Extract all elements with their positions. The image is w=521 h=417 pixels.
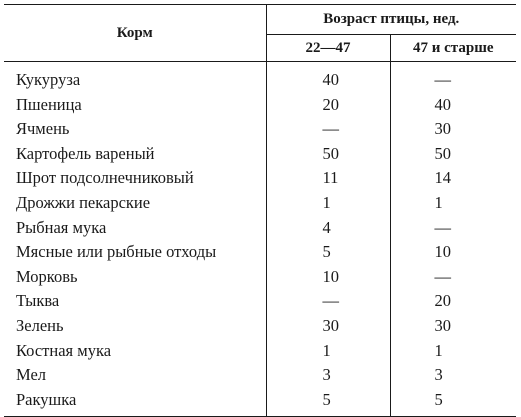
feed-name-cell: Морковь [4,265,266,290]
table-row [4,265,516,290]
table-row [4,191,516,216]
feed-table-container [4,4,516,417]
table-row [4,93,516,118]
feed-name-cell: Дрожжи пекарские [4,191,266,216]
value-cell-22-47: 20 [266,93,390,118]
value-cell-47-plus: 1 [434,340,443,360]
feed-ration-table [4,4,516,417]
value-cell-47-plus: 5 [390,388,516,417]
table-row [4,240,516,265]
table-row [4,216,516,241]
feed-name-cell: Ракушка [4,388,266,417]
value-cell-22-47: 30 [266,314,390,339]
value-cell-47-plus: 30 [434,315,451,335]
table-row [4,142,516,167]
value-cell-22-47: — [266,289,390,314]
value-cell-22-47: 3 [266,363,390,388]
table-row [4,339,516,364]
value-cell-47-plus: 3 [434,365,443,385]
value-cell-47-plus: 30 [434,119,451,139]
value-cell-47-plus: 40 [434,94,451,114]
value-cell-22-47: 50 [266,142,390,167]
table-row [4,388,516,417]
feed-name-cell: Пшеница [4,93,266,118]
value-cell-22-47: 5 [266,240,390,265]
feed-name-cell: Ячмень [4,117,266,142]
feed-name-cell: Шрот подсолнечниковый [4,166,266,191]
value-cell-22-47: 1 [266,339,390,364]
value-cell-22-47: 1 [266,191,390,216]
table-header [4,5,516,62]
value-cell-47-plus: 1 [434,193,443,213]
value-cell-47-plus: 14 [434,168,451,188]
feed-name-cell: Кукуруза [4,62,266,93]
feed-name-cell: Мясные или рыбные отходы [4,240,266,265]
feed-name-cell: Картофель вареный [4,142,266,167]
feed-name-cell: Мел [4,363,266,388]
value-cell-47-plus: 10 [434,242,451,262]
value-cell-47-plus: 20 [434,291,451,311]
feed-name-cell: Рыбная мука [4,216,266,241]
feed-column-header: Корм [4,5,266,62]
value-cell-22-47: 11 [266,166,390,191]
feed-name-cell: Костная мука [4,339,266,364]
value-cell-47-plus: 50 [434,143,451,163]
value-cell-47-plus: — [434,266,451,286]
value-cell-22-47: 4 [266,216,390,241]
value-cell-47-plus: — [434,217,451,237]
feed-name-cell: Тыква [4,289,266,314]
table-row [4,289,516,314]
value-cell-22-47: 5 [266,388,390,417]
table-body [4,62,516,417]
feed-name-cell: Зелень [4,314,266,339]
table-row [4,314,516,339]
age-column-header-47-plus: 47 и старше [390,35,516,62]
table-row [4,166,516,191]
age-group-header: Возраст птицы, нед. [266,5,516,35]
value-cell-22-47: 10 [266,265,390,290]
table-row [4,363,516,388]
table-row [4,117,516,142]
value-cell-22-47: 40 [266,62,390,93]
age-column-header-22-47: 22—47 [266,35,390,62]
value-cell-22-47: — [266,117,390,142]
value-cell-47-plus: — [434,70,451,90]
table-row [4,62,516,93]
